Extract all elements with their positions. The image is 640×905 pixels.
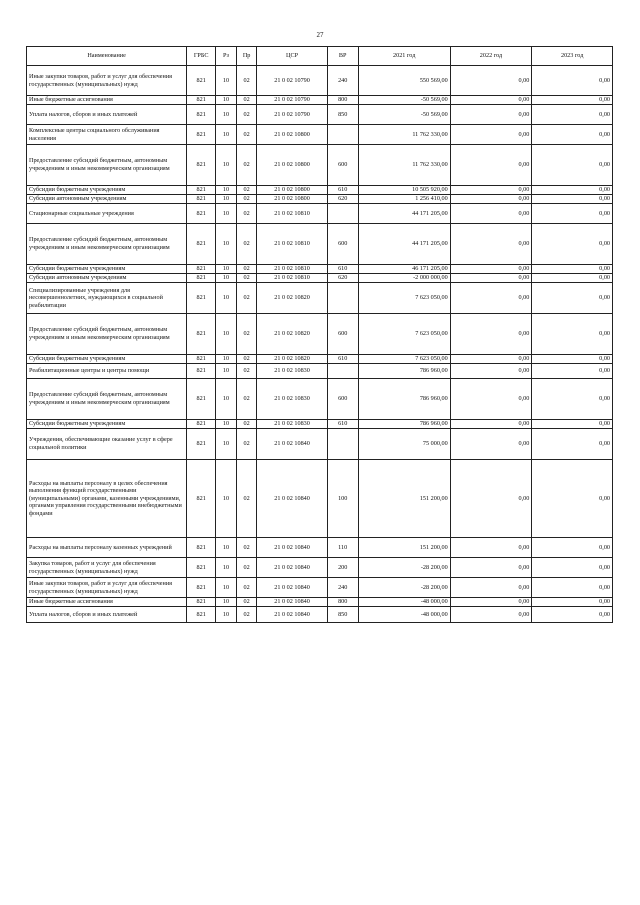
row-pr: 02: [236, 460, 257, 538]
row-grbs: 821: [187, 578, 216, 598]
row-amount-2022: 0,00: [450, 598, 532, 607]
row-grbs: 821: [187, 283, 216, 314]
row-rz: 10: [216, 125, 237, 145]
table-row: [27, 420, 613, 429]
row-name: Специализированные учреждения для несовершеннолетних, нуждающихся в социальной реабилитации: [27, 283, 187, 314]
row-name: Предоставление субсидий бюджетным, автономным учреждениям и иным некоммерческим организациям: [27, 379, 187, 420]
header-2022: 2022 год: [450, 47, 532, 66]
row-csr: 21 0 02 10830: [257, 420, 327, 429]
row-vr: 800: [327, 598, 358, 607]
row-csr: 21 0 02 10790: [257, 105, 327, 125]
row-amount-2021: 1 256 410,00: [358, 195, 450, 204]
table-row: [27, 558, 613, 578]
row-name: Уплата налогов, сборов и иных платежей: [27, 607, 187, 623]
table-row: [27, 195, 613, 204]
row-amount-2022: 0,00: [450, 364, 532, 379]
row-name: Предоставление субсидий бюджетным, автономным учреждениям и иным некоммерческим организациям: [27, 224, 187, 265]
row-name: Субсидии бюджетным учреждениям: [27, 265, 187, 274]
row-amount-2022: 0,00: [450, 558, 532, 578]
row-name: Иные закупки товаров, работ и услуг для обеспечения государственных (муниципальных) нужд: [27, 66, 187, 96]
row-amount-2022: 0,00: [450, 314, 532, 355]
row-name: Закупка товаров, работ и услуг для обеспечения государственных (муниципальных) нужд: [27, 558, 187, 578]
row-rz: 10: [216, 145, 237, 186]
row-vr: 850: [327, 607, 358, 623]
row-pr: 02: [236, 145, 257, 186]
row-amount-2022: 0,00: [450, 274, 532, 283]
row-grbs: 821: [187, 224, 216, 265]
row-amount-2022: 0,00: [450, 186, 532, 195]
row-amount-2021: 44 171 205,00: [358, 224, 450, 265]
row-pr: 02: [236, 186, 257, 195]
row-csr: 21 0 02 10810: [257, 274, 327, 283]
row-grbs: 821: [187, 429, 216, 460]
row-grbs: 821: [187, 355, 216, 364]
row-pr: 02: [236, 598, 257, 607]
row-amount-2021: 7 623 050,00: [358, 355, 450, 364]
table-row: [27, 274, 613, 283]
table-row: [27, 538, 613, 558]
row-csr: 21 0 02 10830: [257, 379, 327, 420]
row-amount-2022: 0,00: [450, 66, 532, 96]
row-amount-2022: 0,00: [450, 195, 532, 204]
row-grbs: 821: [187, 96, 216, 105]
row-name: Субсидии бюджетным учреждениям: [27, 186, 187, 195]
row-rz: 10: [216, 274, 237, 283]
row-vr: 610: [327, 186, 358, 195]
row-csr: 21 0 02 10840: [257, 558, 327, 578]
row-grbs: 821: [187, 364, 216, 379]
row-vr: [327, 364, 358, 379]
row-amount-2022: 0,00: [450, 105, 532, 125]
row-vr: 610: [327, 420, 358, 429]
row-grbs: 821: [187, 105, 216, 125]
row-pr: 02: [236, 538, 257, 558]
row-name: Субсидии бюджетным учреждениям: [27, 420, 187, 429]
row-amount-2021: 7 623 050,00: [358, 283, 450, 314]
table-header-row: [27, 47, 613, 66]
row-name: Предоставление субсидий бюджетным, автономным учреждениям и иным некоммерческим организациям: [27, 145, 187, 186]
row-name: Учреждения, обеспечивающие оказание услуг в сфере социальной политики: [27, 429, 187, 460]
table-row: [27, 598, 613, 607]
row-grbs: 821: [187, 125, 216, 145]
row-grbs: 821: [187, 265, 216, 274]
row-csr: 21 0 02 10790: [257, 66, 327, 96]
table-row: [27, 429, 613, 460]
row-rz: 10: [216, 607, 237, 623]
row-name: Иные бюджетные ассигнования: [27, 96, 187, 105]
row-vr: 610: [327, 355, 358, 364]
table-row: [27, 578, 613, 598]
row-csr: 21 0 02 10820: [257, 283, 327, 314]
row-grbs: 821: [187, 145, 216, 186]
row-name: Субсидии автономным учреждениям: [27, 274, 187, 283]
table-row: [27, 66, 613, 96]
row-amount-2023: 0,00: [532, 195, 613, 204]
row-name: Реабилитационные центры и центры помощи: [27, 364, 187, 379]
row-csr: 21 0 02 10820: [257, 355, 327, 364]
header-vr: ВР: [327, 47, 358, 66]
row-amount-2021: 7 623 050,00: [358, 314, 450, 355]
row-csr: 21 0 02 10840: [257, 460, 327, 538]
row-grbs: 821: [187, 186, 216, 195]
row-amount-2023: 0,00: [532, 578, 613, 598]
row-name: Субсидии бюджетным учреждениям: [27, 355, 187, 364]
row-pr: 02: [236, 125, 257, 145]
row-vr: [327, 125, 358, 145]
header-csr: ЦСР: [257, 47, 327, 66]
row-amount-2023: 0,00: [532, 224, 613, 265]
row-grbs: 821: [187, 314, 216, 355]
row-grbs: 821: [187, 195, 216, 204]
row-csr: 21 0 02 10840: [257, 578, 327, 598]
row-grbs: 821: [187, 274, 216, 283]
row-amount-2022: 0,00: [450, 145, 532, 186]
row-pr: 02: [236, 283, 257, 314]
header-name: Наименование: [27, 47, 187, 66]
row-vr: 240: [327, 578, 358, 598]
row-rz: 10: [216, 96, 237, 105]
row-csr: 21 0 02 10810: [257, 224, 327, 265]
table-row: [27, 607, 613, 623]
row-csr: 21 0 02 10800: [257, 195, 327, 204]
row-amount-2023: 0,00: [532, 314, 613, 355]
row-amount-2022: 0,00: [450, 224, 532, 265]
row-rz: 10: [216, 538, 237, 558]
row-grbs: 821: [187, 538, 216, 558]
budget-table: [26, 46, 613, 623]
row-vr: 800: [327, 96, 358, 105]
row-csr: 21 0 02 10810: [257, 265, 327, 274]
row-amount-2021: 151 200,00: [358, 460, 450, 538]
row-amount-2023: 0,00: [532, 204, 613, 224]
row-vr: [327, 283, 358, 314]
row-amount-2022: 0,00: [450, 460, 532, 538]
row-amount-2021: 151 200,00: [358, 538, 450, 558]
row-amount-2021: 44 171 205,00: [358, 204, 450, 224]
row-amount-2021: 786 960,00: [358, 379, 450, 420]
row-amount-2023: 0,00: [532, 607, 613, 623]
row-name: Расходы на выплаты персоналу казенных учреждений: [27, 538, 187, 558]
row-rz: 10: [216, 598, 237, 607]
row-amount-2023: 0,00: [532, 274, 613, 283]
row-amount-2023: 0,00: [532, 283, 613, 314]
row-rz: 10: [216, 204, 237, 224]
row-grbs: 821: [187, 66, 216, 96]
row-csr: 21 0 02 10810: [257, 204, 327, 224]
row-rz: 10: [216, 186, 237, 195]
row-grbs: 821: [187, 598, 216, 607]
row-pr: 02: [236, 364, 257, 379]
table-row: [27, 364, 613, 379]
table-row: [27, 314, 613, 355]
row-amount-2021: 46 171 205,00: [358, 265, 450, 274]
row-amount-2023: 0,00: [532, 355, 613, 364]
row-vr: 240: [327, 66, 358, 96]
row-pr: 02: [236, 224, 257, 265]
row-vr: 110: [327, 538, 358, 558]
row-rz: 10: [216, 460, 237, 538]
row-vr: 620: [327, 195, 358, 204]
row-amount-2021: -48 000,00: [358, 607, 450, 623]
row-csr: 21 0 02 10800: [257, 145, 327, 186]
row-amount-2021: -50 569,00: [358, 105, 450, 125]
row-csr: 21 0 02 10800: [257, 125, 327, 145]
row-amount-2022: 0,00: [450, 420, 532, 429]
row-amount-2021: 11 762 330,00: [358, 125, 450, 145]
table-row: [27, 204, 613, 224]
row-pr: 02: [236, 607, 257, 623]
row-amount-2021: 10 505 920,00: [358, 186, 450, 195]
row-amount-2022: 0,00: [450, 265, 532, 274]
table-row: [27, 125, 613, 145]
row-amount-2023: 0,00: [532, 558, 613, 578]
row-amount-2021: 11 762 330,00: [358, 145, 450, 186]
row-amount-2023: 0,00: [532, 379, 613, 420]
header-2023: 2023 год: [532, 47, 613, 66]
row-rz: 10: [216, 379, 237, 420]
row-rz: 10: [216, 265, 237, 274]
row-amount-2023: 0,00: [532, 105, 613, 125]
row-rz: 10: [216, 578, 237, 598]
row-pr: 02: [236, 355, 257, 364]
row-rz: 10: [216, 420, 237, 429]
row-amount-2021: 75 000,00: [358, 429, 450, 460]
row-amount-2022: 0,00: [450, 204, 532, 224]
table-row: [27, 355, 613, 364]
table-row: [27, 145, 613, 186]
row-csr: 21 0 02 10840: [257, 538, 327, 558]
row-vr: [327, 429, 358, 460]
table-row: [27, 460, 613, 538]
row-pr: 02: [236, 379, 257, 420]
row-grbs: 821: [187, 460, 216, 538]
row-vr: 610: [327, 265, 358, 274]
row-amount-2021: -48 000,00: [358, 598, 450, 607]
row-amount-2023: 0,00: [532, 420, 613, 429]
row-pr: 02: [236, 274, 257, 283]
row-amount-2021: 786 960,00: [358, 364, 450, 379]
row-grbs: 821: [187, 607, 216, 623]
row-amount-2022: 0,00: [450, 578, 532, 598]
row-vr: [327, 204, 358, 224]
row-pr: 02: [236, 66, 257, 96]
table-row: [27, 186, 613, 195]
row-pr: 02: [236, 105, 257, 125]
table-body: [27, 66, 613, 623]
row-amount-2023: 0,00: [532, 125, 613, 145]
row-csr: 21 0 02 10820: [257, 314, 327, 355]
row-grbs: 821: [187, 420, 216, 429]
row-amount-2023: 0,00: [532, 538, 613, 558]
row-rz: 10: [216, 355, 237, 364]
header-pr: Пр: [236, 47, 257, 66]
row-amount-2023: 0,00: [532, 429, 613, 460]
row-pr: 02: [236, 314, 257, 355]
row-amount-2021: 786 960,00: [358, 420, 450, 429]
row-grbs: 821: [187, 379, 216, 420]
row-amount-2021: 550 569,00: [358, 66, 450, 96]
row-vr: 620: [327, 274, 358, 283]
header-grbs: ГРБС: [187, 47, 216, 66]
row-csr: 21 0 02 10830: [257, 364, 327, 379]
row-name: Иные бюджетные ассигнования: [27, 598, 187, 607]
row-vr: 600: [327, 224, 358, 265]
row-amount-2021: -28 200,00: [358, 558, 450, 578]
row-vr: 600: [327, 145, 358, 186]
row-pr: 02: [236, 558, 257, 578]
row-amount-2021: -2 000 000,00: [358, 274, 450, 283]
row-rz: 10: [216, 314, 237, 355]
row-vr: 850: [327, 105, 358, 125]
header-2021: 2021 год: [358, 47, 450, 66]
row-csr: 21 0 02 10840: [257, 429, 327, 460]
row-amount-2023: 0,00: [532, 265, 613, 274]
row-amount-2022: 0,00: [450, 607, 532, 623]
table-row: [27, 105, 613, 125]
row-amount-2022: 0,00: [450, 96, 532, 105]
table-row: [27, 265, 613, 274]
row-csr: 21 0 02 10840: [257, 598, 327, 607]
row-pr: 02: [236, 578, 257, 598]
row-vr: 200: [327, 558, 358, 578]
row-rz: 10: [216, 429, 237, 460]
row-vr: 600: [327, 314, 358, 355]
row-name: Уплата налогов, сборов и иных платежей: [27, 105, 187, 125]
row-amount-2021: -28 200,00: [358, 578, 450, 598]
table-row: [27, 283, 613, 314]
row-rz: 10: [216, 105, 237, 125]
row-amount-2021: -50 569,00: [358, 96, 450, 105]
row-amount-2023: 0,00: [532, 460, 613, 538]
row-vr: 100: [327, 460, 358, 538]
table-row: [27, 379, 613, 420]
row-amount-2023: 0,00: [532, 364, 613, 379]
table-row: [27, 224, 613, 265]
row-pr: 02: [236, 96, 257, 105]
row-amount-2022: 0,00: [450, 283, 532, 314]
row-amount-2022: 0,00: [450, 538, 532, 558]
row-rz: 10: [216, 224, 237, 265]
row-amount-2022: 0,00: [450, 125, 532, 145]
row-name: Комплексные центры социального обслуживания населения: [27, 125, 187, 145]
row-pr: 02: [236, 204, 257, 224]
table-row: [27, 96, 613, 105]
row-amount-2023: 0,00: [532, 598, 613, 607]
row-amount-2022: 0,00: [450, 429, 532, 460]
row-pr: 02: [236, 195, 257, 204]
row-amount-2023: 0,00: [532, 66, 613, 96]
row-pr: 02: [236, 429, 257, 460]
row-rz: 10: [216, 558, 237, 578]
row-rz: 10: [216, 195, 237, 204]
page-number: 27: [316, 31, 324, 39]
row-pr: 02: [236, 265, 257, 274]
row-name: Субсидии автономным учреждениям: [27, 195, 187, 204]
row-name: Предоставление субсидий бюджетным, автономным учреждениям и иным некоммерческим организациям: [27, 314, 187, 355]
row-pr: 02: [236, 420, 257, 429]
header-rz: Рз: [216, 47, 237, 66]
row-name: Стационарные социальные учреждения: [27, 204, 187, 224]
row-amount-2023: 0,00: [532, 145, 613, 186]
row-csr: 21 0 02 10840: [257, 607, 327, 623]
row-name: Иные закупки товаров, работ и услуг для обеспечения государственных (муниципальных) нужд: [27, 578, 187, 598]
row-name: Расходы на выплаты персоналу в целях обеспечения выполнения функций государственными (муниципальными) органами, казенными учреждениями, органами управления государственными внебюджетными фондами: [27, 460, 187, 538]
row-amount-2023: 0,00: [532, 96, 613, 105]
row-csr: 21 0 02 10790: [257, 96, 327, 105]
row-rz: 10: [216, 66, 237, 96]
row-vr: 600: [327, 379, 358, 420]
row-rz: 10: [216, 283, 237, 314]
row-amount-2022: 0,00: [450, 379, 532, 420]
row-csr: 21 0 02 10800: [257, 186, 327, 195]
row-rz: 10: [216, 364, 237, 379]
row-amount-2022: 0,00: [450, 355, 532, 364]
row-grbs: 821: [187, 204, 216, 224]
row-grbs: 821: [187, 558, 216, 578]
row-amount-2023: 0,00: [532, 186, 613, 195]
